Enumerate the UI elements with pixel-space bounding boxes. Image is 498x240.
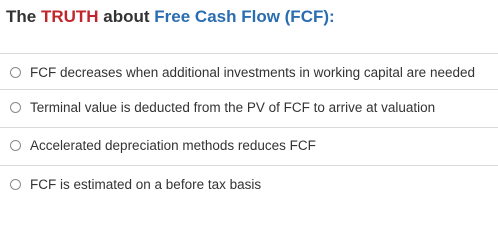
- option-label: FCF decreases when additional investments in working capital are needed: [30, 64, 475, 80]
- title-middle: about: [98, 7, 155, 26]
- option-label: FCF is estimated on a before tax basis: [30, 176, 262, 192]
- option-label: Accelerated depreciation methods reduces FCF: [30, 137, 316, 153]
- radio-button[interactable]: [10, 102, 21, 113]
- title-topic: Free Cash Flow (FCF):: [154, 7, 335, 26]
- radio-button[interactable]: [10, 67, 21, 78]
- title-emphasis: TRUTH: [40, 7, 99, 26]
- divider: [0, 53, 498, 54]
- divider: [0, 165, 498, 166]
- radio-button[interactable]: [10, 179, 21, 190]
- radio-button[interactable]: [10, 140, 21, 151]
- answer-option-1[interactable]: [0, 55, 498, 89]
- answer-option-3[interactable]: [0, 128, 498, 162]
- answer-option-4[interactable]: [0, 167, 498, 201]
- title-prefix: The: [6, 7, 41, 26]
- option-label: Terminal value is deducted from the PV of FCF to arrive at valuation: [30, 99, 436, 115]
- answer-option-2[interactable]: [0, 90, 498, 124]
- question-title: [6, 5, 335, 29]
